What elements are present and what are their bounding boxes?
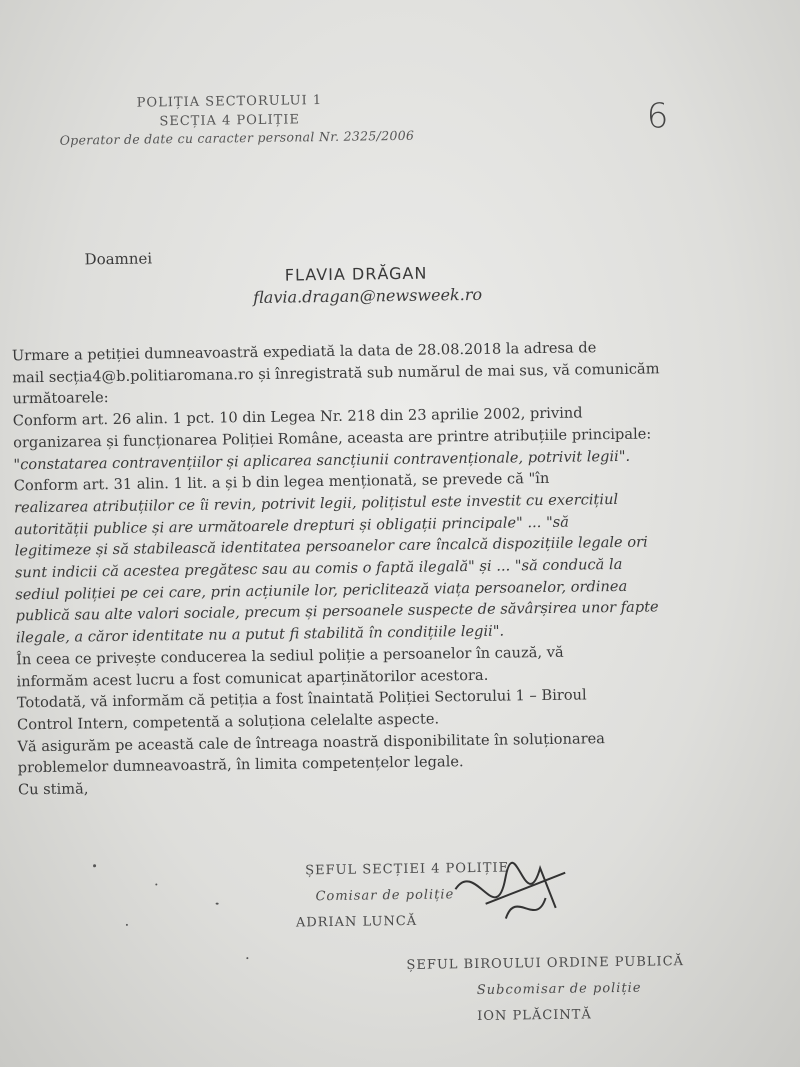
handwritten-signature (445, 848, 576, 940)
body-line: realizarea atribuțiilor ce îi revin, potrivit legii, polițistul este investit cu exercițiul (13, 490, 619, 517)
letter-body (12, 335, 788, 801)
header-institution: POLIȚIA SECTORULUI 1 (136, 93, 323, 111)
body-line: informăm acest lucru a fost comunicat aparținătorilor acestora. (16, 666, 489, 690)
office-title: ȘEFUL BIROULUI ORDINE PUBLICĂ (406, 954, 685, 973)
body-line: legitimeze și să stabilească identitatea persoanelor care încalcă dispozițiile legale ori (14, 533, 648, 560)
body-line: Vă asigurăm pe această cale de întreaga noastră disponibilitate în soluționarea (17, 729, 606, 756)
body-line: problemelor dumneavoastră, în limita competențelor legale. (17, 753, 464, 777)
header-operator-number: Operator de date cu caracter personal Nr. 2325/2006 (59, 127, 415, 148)
body-line: Totodată, vă informăm că petiția a fost înaintată Poliției Sectorului 1 – Biroul (16, 686, 587, 712)
body-line: sediul poliției pe cei care, prin acțiunile lor, periclitează viața persoanelor, ordinea (15, 577, 628, 604)
salutation: Doamnei (84, 249, 153, 269)
body-line: Conform art. 26 alin. 1 pct. 10 din Legea Nr. 218 din 23 aprilie 2002, privind (12, 404, 583, 430)
body-line: Conform art. 31 alin. 1 lit. a și b din legea menționată, se prevede că "în (13, 470, 550, 495)
body-line: mail secția4@b.politiaromana.ro și înregistrată sub numărul de mai sus, vă comunicăm (12, 360, 660, 387)
handwritten-page-number: 6 (646, 96, 669, 137)
chief-title: ȘEFUL SECȚIEI 4 POLIȚIE (305, 860, 510, 879)
body-line: sunt indicii că acestea pregătesc sau au comis o faptă ilegală" și ... "să conducă la (14, 555, 623, 582)
ink-speck (155, 883, 157, 885)
body-line: următoarele: (12, 389, 109, 408)
body-line: "constatarea contravențiilor și aplicarea sancțiunii contravenționale, potrivit legii". (13, 447, 631, 473)
office-name: ION PLĂCINTĂ (477, 1007, 592, 1024)
body-line: Urmare a petiției dumneavoastră expediată la data de 28.08.2018 la adresa de (11, 339, 597, 365)
chief-name: ADRIAN LUNCĂ (295, 913, 418, 931)
body-line: ilegale, a căror identitate nu a putut fi stabilită în condițiile legii". (15, 622, 505, 647)
office-rank: Subcomisar de poliție (476, 980, 642, 998)
chief-rank: Comisar de poliție (315, 887, 455, 905)
body-line: În ceea ce privește conducerea la sediul poliție a persoanelor în cauză, vă (16, 643, 564, 669)
ink-speck (246, 957, 248, 959)
recipient-email: flavia.dragan@newsweek.ro (253, 284, 483, 308)
recipient-name: FLAVIA DRĂGAN (284, 263, 428, 285)
header-section: SECȚIA 4 POLIȚIE (159, 112, 301, 130)
closing-line: Cu stimă, (17, 780, 89, 799)
ink-speck (93, 864, 96, 867)
body-line: organizarea și funcționarea Poliției Române, aceasta are printre atribuțiile principale: (13, 425, 652, 452)
body-line: publică sau alte valori sociale, precum și persoanele suspecte de săvârșirea unor fapte (15, 598, 659, 625)
body-line: autorității publice și are următoarele drepturi și obligații principale" ... "să (14, 513, 570, 539)
ink-speck (216, 903, 219, 905)
body-line: Control Intern, competentă a soluționa celelalte aspecte. (16, 710, 440, 734)
ink-speck (126, 924, 128, 926)
